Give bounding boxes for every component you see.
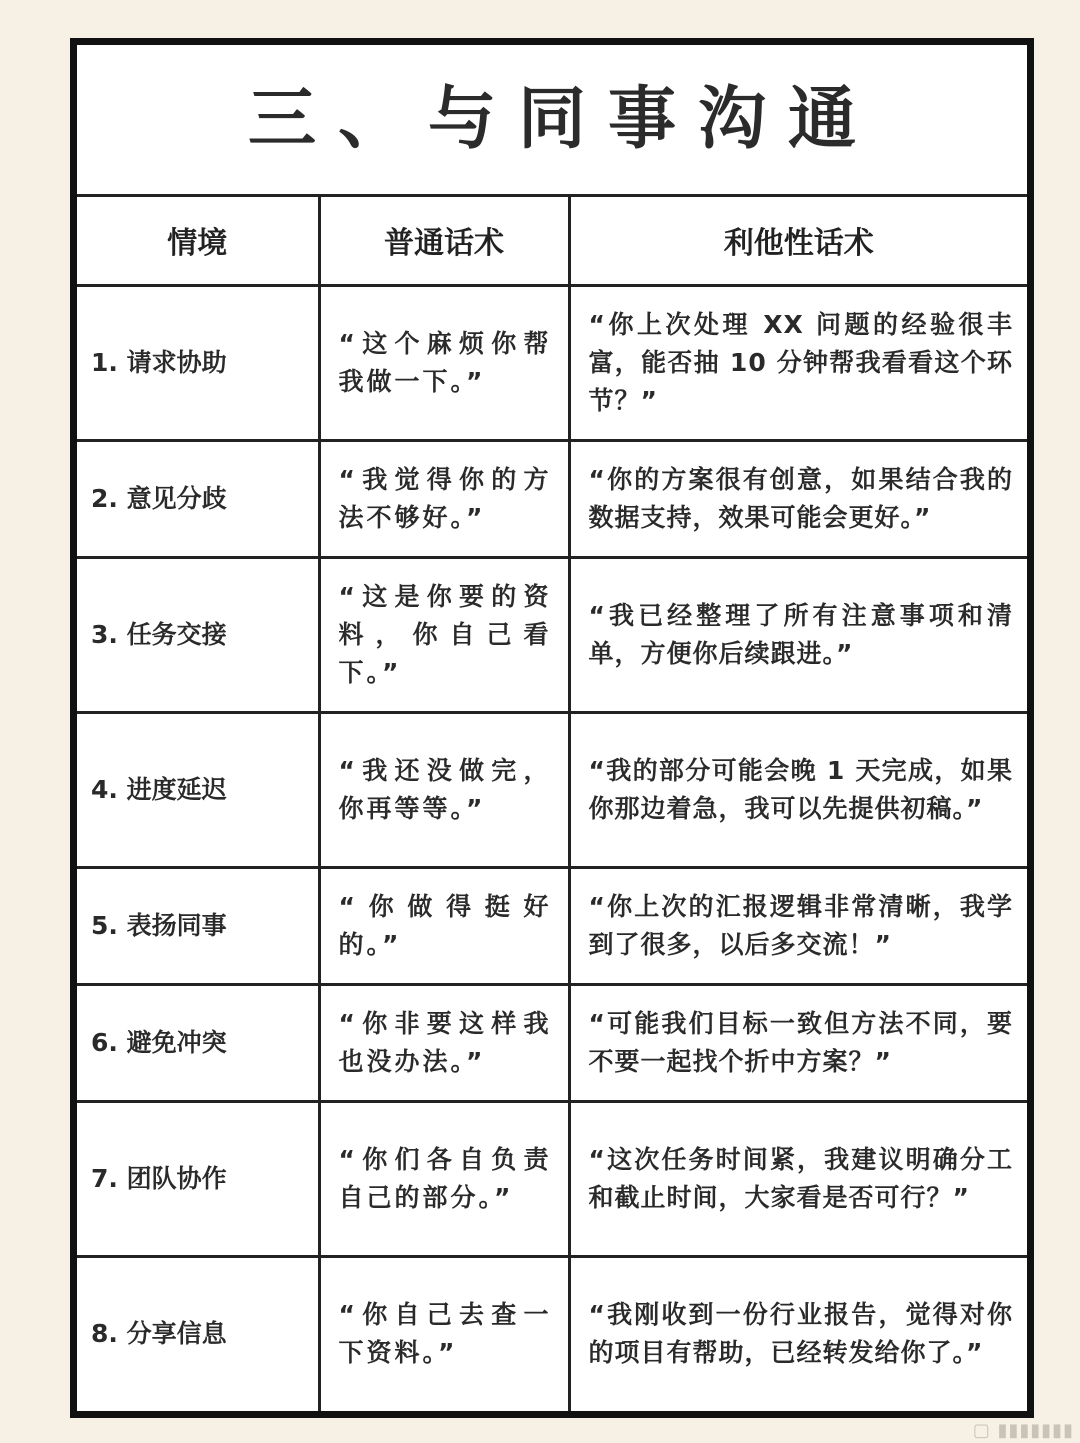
page-title: 三、与同事沟通: [247, 79, 878, 159]
altruistic-phrase-cell: “我刚收到一份行业报告，觉得对你的项目有帮助，已经转发给你了。”: [569, 1256, 1027, 1411]
altruistic-phrase-cell: “可能我们目标一致但方法不同，要不要一起找个折中方案？”: [569, 984, 1027, 1101]
comparison-sheet: [70, 38, 1034, 1418]
column-header-normal: 普通话术: [319, 197, 569, 285]
situation-cell: 4. 进度延迟: [77, 712, 319, 867]
situation-cell: 1. 请求协助: [77, 285, 319, 440]
table-row: [77, 1101, 1027, 1256]
table-row: [77, 712, 1027, 867]
normal-phrase-cell: “你们各自负责自己的部分。”: [319, 1101, 569, 1256]
situation-cell: 8. 分享信息: [77, 1256, 319, 1411]
script-comparison-table: [77, 197, 1027, 1411]
altruistic-phrase-cell: “这次任务时间紧，我建议明确分工和截止时间，大家看是否可行？”: [569, 1101, 1027, 1256]
column-header-situation: 情境: [77, 197, 319, 285]
table-row: [77, 557, 1027, 712]
normal-phrase-cell: “我觉得你的方法不够好。”: [319, 440, 569, 557]
table-row: [77, 440, 1027, 557]
normal-phrase-cell: “你做得挺好的。”: [319, 867, 569, 984]
normal-phrase-cell: “这个麻烦你帮我做一下。”: [319, 285, 569, 440]
table-row: [77, 984, 1027, 1101]
situation-cell: 2. 意见分歧: [77, 440, 319, 557]
altruistic-phrase-cell: “你上次的汇报逻辑非常清晰，我学到了很多，以后多交流！”: [569, 867, 1027, 984]
situation-cell: 6. 避免冲突: [77, 984, 319, 1101]
header-row: [77, 197, 1027, 285]
situation-cell: 7. 团队协作: [77, 1101, 319, 1256]
normal-phrase-cell: “你自己去查一下资料。”: [319, 1256, 569, 1411]
altruistic-phrase-cell: “我已经整理了所有注意事项和清单，方便你后续跟进。”: [569, 557, 1027, 712]
situation-cell: 3. 任务交接: [77, 557, 319, 712]
altruistic-phrase-cell: “你上次处理 XX 问题的经验很丰富，能否抽 10 分钟帮我看看这个环节？”: [569, 285, 1027, 440]
normal-phrase-cell: “这是你要的资料，你自己看下。”: [319, 557, 569, 712]
normal-phrase-cell: “你非要这样我也没办法。”: [319, 984, 569, 1101]
altruistic-phrase-cell: “你的方案很有创意，如果结合我的数据支持，效果可能会更好。”: [569, 440, 1027, 557]
table-row: [77, 867, 1027, 984]
altruistic-phrase-cell: “我的部分可能会晚 1 天完成，如果你那边着急，我可以先提供初稿。”: [569, 712, 1027, 867]
normal-phrase-cell: “我还没做完，你再等等。”: [319, 712, 569, 867]
situation-cell: 5. 表扬同事: [77, 867, 319, 984]
column-header-altruistic: 利他性话术: [569, 197, 1027, 285]
table-row: [77, 285, 1027, 440]
title-box: [77, 45, 1027, 197]
table-row: [77, 1256, 1027, 1411]
watermark: ▢ ▮▮▮▮▮▮▮: [972, 1420, 1074, 1441]
